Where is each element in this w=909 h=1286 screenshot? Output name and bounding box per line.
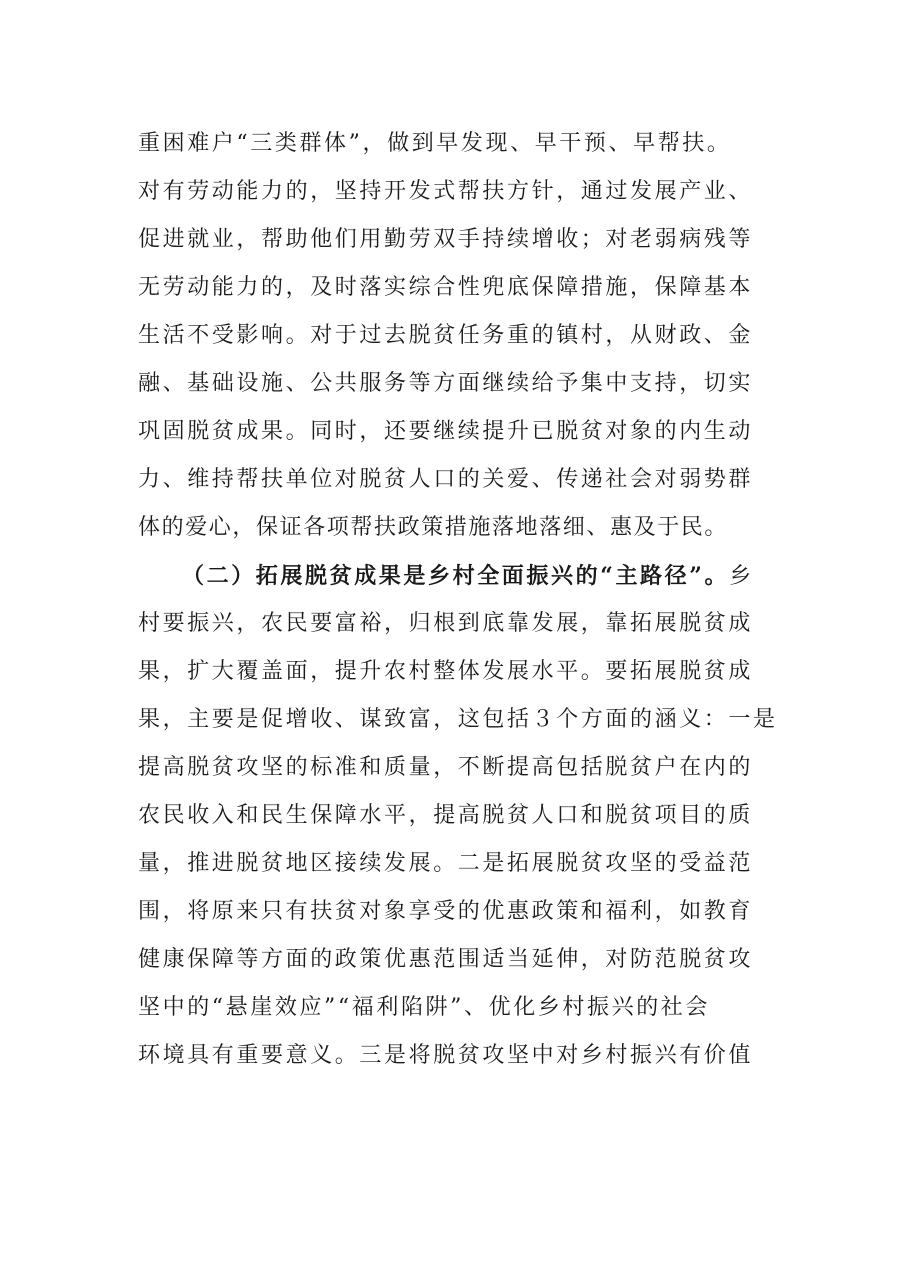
section-heading: （二）拓展脱贫成果是乡村全面振兴的“主路径”。 (182, 563, 730, 589)
text-line: 提高脱贫攻坚的标准和质量，不断提高包括脱贫户在内的 (138, 755, 754, 780)
text-line: 生活不受影响。对于过去脱贫任务重的镇村，从财政、金 (138, 323, 754, 348)
text-line: 对有劳动能力的，坚持开发式帮扶方针，通过发展产业、 (138, 179, 754, 204)
text-line: 量，推进脱贫地区接续发展。二是拓展脱贫攻坚的受益范 (138, 851, 754, 876)
text-line: 融、基础设施、公共服务等方面继续给予集中支持，切实 (138, 371, 754, 396)
text-line: 体的爱心，保证各项帮扶政策措施落地落细、惠及于民。 (138, 515, 729, 540)
document-body (138, 120, 778, 1080)
text-line: 果，主要是促增收、谋致富，这包括３个方面的涵义：一是 (138, 707, 778, 732)
text-line: 无劳动能力的，及时落实综合性兜底保障措施，保障基本 (138, 275, 754, 300)
text-line: 农民收入和民生保障水平，提高脱贫人口和脱贫项目的质 (138, 803, 754, 828)
text-line: 坚中的“悬崖效应”“福利陷阱”、优化乡村振兴的社会 (138, 995, 710, 1020)
text-line: 力、维持帮扶单位对脱贫人口的关爱、传递社会对弱势群 (138, 467, 754, 492)
text-line: 环境具有重要意义。三是将脱贫攻坚中对乡村振兴有价值 (138, 1043, 754, 1068)
section-heading-line (138, 552, 778, 600)
heading-continuation: 乡 (729, 564, 754, 589)
text-line: 巩固脱贫成果。同时，还要继续提升已脱贫对象的内生动 (138, 419, 754, 444)
text-line: 村要振兴，农民要富裕，归根到底靠发展，靠拓展脱贫成 (138, 611, 754, 636)
text-line: 重困难户“三类群体”，做到早发现、早干预、早帮扶。 (138, 131, 732, 156)
text-line: 健康保障等方面的政策优惠范围适当延伸，对防范脱贫攻 (138, 947, 754, 972)
text-line: 果，扩大覆盖面，提升农村整体发展水平。要拓展脱贫成 (138, 659, 754, 684)
text-line: 促进就业，帮助他们用勤劳双手持续增收；对老弱病残等 (138, 227, 754, 252)
text-line: 围，将原来只有扶贫对象享受的优惠政策和福利，如教育 (138, 899, 754, 924)
